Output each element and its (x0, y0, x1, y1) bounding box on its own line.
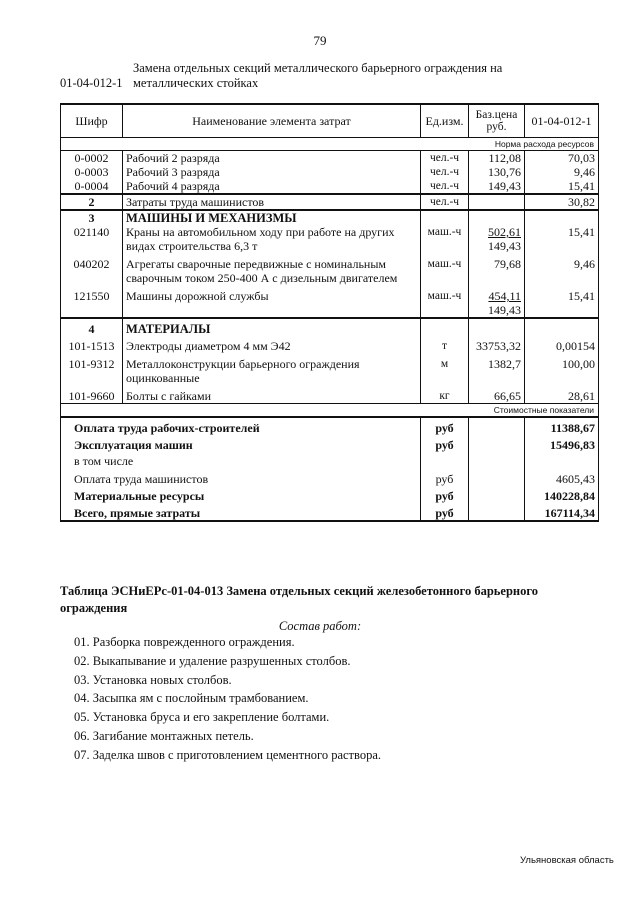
row-value: 70,03 (525, 151, 599, 166)
row-name (123, 353, 421, 385)
row-price: 112,08 (469, 151, 525, 166)
row-name-line2: видах строительства 6,3 т (126, 239, 258, 253)
row-unit: маш.-ч (421, 285, 469, 318)
table-row (61, 179, 599, 194)
row-code: 2 (61, 194, 123, 210)
row-value: 30,82 (525, 194, 599, 210)
row-price: 66,65 (469, 385, 525, 404)
list-item: 06. Загибание монтажных петель. (74, 728, 254, 743)
row-code: 0-0004 (61, 179, 123, 194)
header-title-line2: металлических стойках (133, 76, 259, 90)
col-header-unit: Ед.изм. (421, 104, 469, 138)
list-item: 04. Засыпка ям с послойным трамбованием. (74, 691, 309, 706)
summary-row (61, 503, 599, 521)
row-code: 021140 (61, 225, 123, 253)
row-code: 0-0002 (61, 151, 123, 166)
row-value: 15,41 (525, 285, 599, 318)
row-unit: кг (421, 385, 469, 404)
row-code: 121550 (61, 285, 123, 318)
summary-value: 11388,67 (525, 417, 599, 435)
summary-row (61, 417, 599, 435)
row-price: 1382,7 (469, 353, 525, 385)
row-name (123, 225, 421, 253)
summary-row (61, 435, 599, 452)
summary-name: Оплата труда рабочих-строителей (61, 417, 421, 435)
row-code: 101-9312 (61, 353, 123, 385)
summary-unit (421, 452, 469, 468)
row-name: Рабочий 3 разряда (123, 165, 421, 179)
table-row (61, 165, 599, 179)
row-unit: чел.-ч (421, 179, 469, 194)
table2-title-line1: Таблица ЭСНиЕРс-01-04-013 Замена отдельных секций железобетонного барьерного (60, 584, 538, 598)
row-name-line1: Металлоконструкции барьерного ограждения (126, 357, 360, 371)
row-unit: чел.-ч (421, 151, 469, 166)
summary-value (525, 452, 599, 468)
works-list (74, 633, 381, 765)
row-code: 040202 (61, 253, 123, 285)
norm-label: Норма расхода ресурсов (61, 138, 599, 151)
list-item: 02. Выкапывание и удаление разрушенных столбов. (74, 653, 351, 668)
summary-name: Оплата труда машинистов (61, 468, 421, 486)
summary-name: Материальные ресурсы (61, 486, 421, 503)
row-name: Затраты труда машинистов (123, 194, 421, 210)
summary-name: в том числе (61, 452, 421, 468)
col-header-name: Наименование элемента затрат (123, 104, 421, 138)
summary-name: Всего, прямые затраты (61, 503, 421, 521)
section-code: 4 (61, 318, 123, 336)
row-name-line2: оцинкованные (126, 371, 200, 385)
summary-value: 4605,43 (525, 468, 599, 486)
footer-region: Ульяновская область (520, 855, 614, 866)
row-unit: т (421, 336, 469, 353)
list-item: 03. Установка новых столбов. (74, 672, 232, 687)
cost-label-row (61, 404, 599, 418)
header-code: 01-04-012-1 (60, 76, 123, 90)
summary-row (61, 468, 599, 486)
row-unit: чел.-ч (421, 165, 469, 179)
summary-row (61, 486, 599, 503)
col-header-code: Шифр (61, 104, 123, 138)
summary-name: Эксплуатация машин (61, 435, 421, 452)
row-name: Рабочий 4 разряда (123, 179, 421, 194)
row-value: 9,46 (525, 253, 599, 285)
header-title-line1: Замена отдельных секций металлического барьерного ограждения на (133, 61, 503, 75)
row-price: 149,43 (469, 179, 525, 194)
row-code: 101-9660 (61, 385, 123, 404)
table-row (61, 225, 599, 253)
table-row (61, 353, 599, 385)
section-code: 3 (61, 210, 123, 225)
summary-value: 167114,34 (525, 503, 599, 521)
row-price (469, 225, 525, 253)
row-price-main: 454,11 (488, 289, 521, 303)
row-value: 28,61 (525, 385, 599, 404)
row-code: 101-1513 (61, 336, 123, 353)
row-price (469, 285, 525, 318)
norm-label-row (61, 138, 599, 151)
works-heading: Состав работ: (278, 619, 362, 633)
row-unit: м (421, 353, 469, 385)
row-price-secondary: 149,43 (488, 303, 521, 317)
row-price: 79,68 (469, 253, 525, 285)
summary-unit: руб (421, 486, 469, 503)
row-name-line1: Агрегаты сварочные передвижные с номинальным (126, 257, 386, 271)
page-number: 79 (313, 33, 327, 48)
row-price-main: 502,61 (488, 225, 521, 239)
row-price-secondary: 149,43 (488, 239, 521, 253)
summary-unit: руб (421, 417, 469, 435)
row-name: Машины дорожной службы (123, 285, 421, 318)
list-item: 07. Заделка швов с приготовлением цементного раствора. (74, 747, 381, 762)
row-name: Рабочий 2 разряда (123, 151, 421, 166)
row-value: 15,41 (525, 179, 599, 194)
summary-unit: руб (421, 435, 469, 452)
table-row (61, 151, 599, 166)
row-unit: маш.-ч (421, 225, 469, 253)
row-code: 0-0003 (61, 165, 123, 179)
row-name-line2: сварочным током 250-400 А с дизельным двигателем (126, 271, 398, 285)
row-value: 100,00 (525, 353, 599, 385)
row-name (123, 253, 421, 285)
row-price: 130,76 (469, 165, 525, 179)
table-row (61, 194, 599, 210)
list-item: 05. Установка бруса и его закрепление болтами. (74, 710, 330, 725)
section-title: МАШИНЫ И МЕХАНИЗМЫ (123, 210, 421, 225)
table-header-row (61, 104, 599, 138)
table-row (61, 385, 599, 404)
resource-table (60, 103, 599, 522)
row-value: 0,00154 (525, 336, 599, 353)
summary-row (61, 452, 599, 468)
row-unit: маш.-ч (421, 253, 469, 285)
row-name: Болты с гайками (123, 385, 421, 404)
row-name-line1: Краны на автомобильном ходу при работе на других (126, 225, 395, 239)
summary-unit: руб (421, 503, 469, 521)
row-value: 9,46 (525, 165, 599, 179)
col-header-norm: 01-04-012-1 (525, 104, 599, 138)
row-name: Электроды диаметром 4 мм Э42 (123, 336, 421, 353)
table2-title (60, 583, 600, 617)
section-row (61, 210, 599, 225)
table-row (61, 253, 599, 285)
summary-unit: руб (421, 468, 469, 486)
row-price: 33753,32 (469, 336, 525, 353)
table2-title-line2: ограждения (60, 601, 128, 615)
row-value: 15,41 (525, 225, 599, 253)
cost-label: Стоимостные показатели (61, 404, 599, 418)
row-price (469, 194, 525, 210)
col-header-base-price: Баз.цена руб. (469, 104, 525, 138)
row-unit: чел.-ч (421, 194, 469, 210)
section-title: МАТЕРИАЛЫ (123, 318, 421, 336)
section-row (61, 318, 599, 336)
table-row (61, 285, 599, 318)
summary-value: 140228,84 (525, 486, 599, 503)
table-row (61, 336, 599, 353)
summary-value: 15496,83 (525, 435, 599, 452)
list-item: 01. Разборка поврежденного ограждения. (74, 635, 295, 649)
